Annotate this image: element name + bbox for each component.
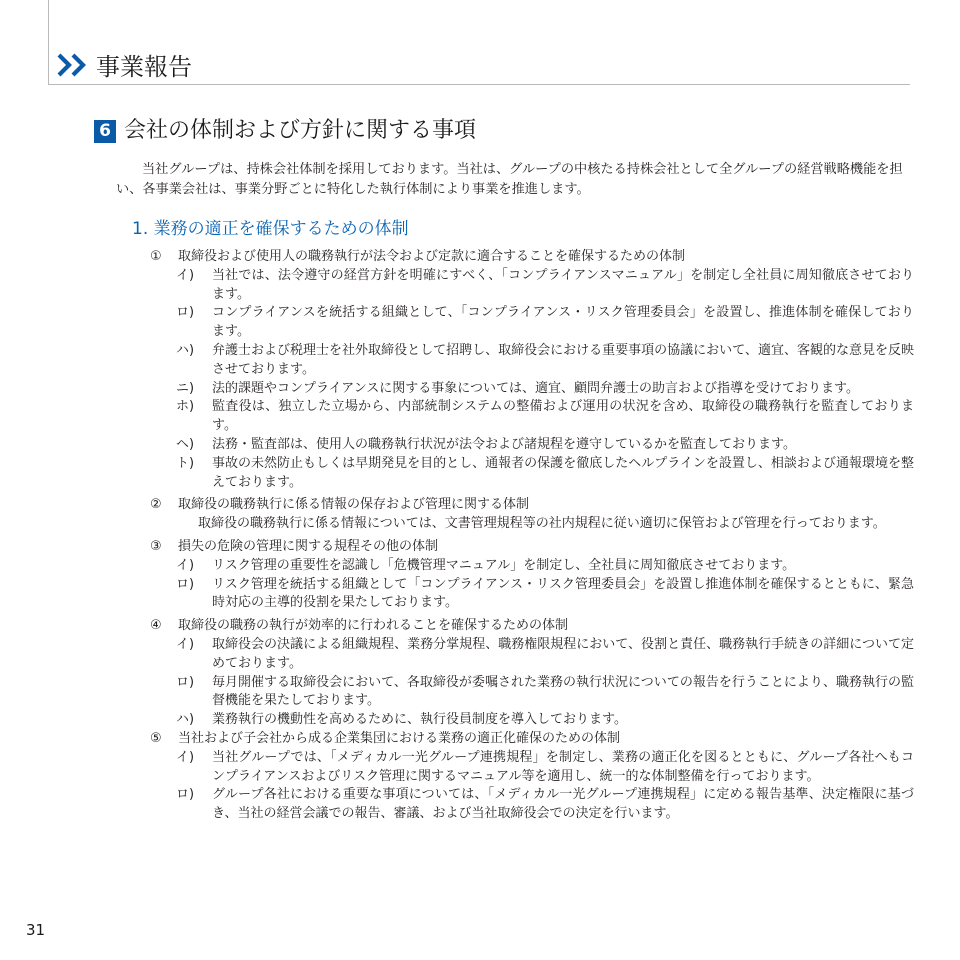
header-vertical-rule (48, 0, 49, 84)
sub-item (150, 436, 914, 455)
sub-item-text: 監査役は、独立した立場から、内部統制システムの整備および運用の状況を含め、取締役の職務執行を監査しております。 (212, 399, 914, 434)
item-body: 取締役の職務執行に係る情報については、文書管理規程等の社内規程に従い適切に保管および管理を行っております。 (198, 516, 886, 532)
header-horizontal-rule (48, 84, 910, 85)
sub-item-mark: イ) (176, 749, 195, 765)
sub-item-mark: ト) (176, 455, 195, 471)
items-list (150, 248, 914, 824)
sub-item-text: リスク管理を統括する組織として「コンプライアンス・リスク管理委員会」を設置し推進体制を確保するとともに、緊急時対応の主導的役割を果たしております。 (212, 576, 914, 611)
sub-item (150, 267, 914, 305)
sub-item (150, 304, 914, 342)
sub-item (150, 557, 914, 576)
sub-item-text: 業務執行の機動性を高めるために、執行役員制度を導入しております。 (212, 712, 627, 728)
sub-item (150, 711, 914, 730)
list-item (150, 617, 914, 636)
sub-item-mark: ハ) (176, 712, 195, 728)
sub-item-text: グループ各社における重要な事項については、「メディカル一光グループ連携規程」に定める報告基準、決定権限に基づき、当社の経営会議での報告、審議、および当社取締役会での決定を行います。 (212, 787, 914, 822)
page-header-title: 事業報告 (96, 53, 192, 81)
page-number: 31 (26, 921, 46, 939)
list-item (150, 538, 914, 557)
item-number: ② (150, 497, 162, 513)
sub-item (150, 576, 914, 614)
sub-item (150, 342, 914, 380)
double-chevron-right-icon (56, 50, 92, 80)
sub-item (150, 398, 914, 436)
sub-item-text: リスク管理の重要性を認識し「危機管理マニュアル」を制定し、全社員に周知徹底させております。 (212, 557, 796, 573)
sub-item-text: 事故の未然防止もしくは早期発見を目的とし、通報者の保護を徹底したヘルプラインを設置し、相談および通報環境を整えております。 (212, 455, 914, 490)
item-title: 取締役の職務執行に係る情報の保存および管理に関する体制 (178, 497, 530, 513)
sub-item-mark: イ) (176, 557, 195, 573)
section-number-badge: 6 (94, 120, 116, 143)
sub-item (150, 786, 914, 824)
sub-item-mark: ハ) (176, 342, 195, 358)
sub-item-text: 法的課題やコンプライアンスに関する事象については、適宜、顧問弁護士の助言および指導を受けております。 (212, 380, 860, 396)
sub-item-mark: ロ) (176, 674, 195, 690)
item-number: ⑤ (150, 730, 162, 746)
sub-item-mark: イ) (176, 267, 195, 283)
sub-item-mark: イ) (176, 636, 195, 652)
list-item (150, 248, 914, 267)
sub-item-text: 取締役会の決議による組織規程、業務分掌規程、職務権限規程において、役割と責任、職務執行手続きの詳細について定めております。 (212, 636, 914, 671)
section-intro: 当社グループは、持株会社体制を採用しております。当社は、グループの中核たる持株会社として全グループの経営戦略機能を担い、各事業会社は、事業分野ごとに特化した執行体制により事業を推進します。 (116, 162, 903, 197)
sub-item-text: コンプライアンスを統括する組織として、「コンプライアンス・リスク管理委員会」を設置し、推進体制を確保しております。 (212, 305, 914, 340)
sub-item-mark: ヘ) (176, 436, 195, 452)
section-heading (94, 116, 476, 146)
sub-item-text: 毎月開催する取締役会において、各取締役が委嘱された業務の執行状況についての報告を行うことにより、職務執行の監督機能を果たしております。 (212, 674, 914, 709)
item-number: ① (150, 249, 162, 264)
section-title: 会社の体制および方針に関する事項 (124, 118, 477, 143)
item-number: ④ (150, 618, 162, 634)
item-title: 当社および子会社から成る企業集団における業務の適正化確保のための体制 (178, 730, 621, 746)
item-title: 取締役および使用人の職務執行が法令および定款に適合することを確保するための体制 (178, 249, 686, 264)
sub-item-text: 当社では、法令遵守の経営方針を明確にすべく、「コンプライアンスマニュアル」を制定し全社員に周知徹底させております。 (212, 267, 914, 302)
sub-item-mark: ロ) (176, 576, 195, 592)
list-item (150, 730, 914, 749)
sub-item-text: 弁護士および税理士を社外取締役として招聘し、取締役会における重要事項の協議において、適宜、客観的な意見を反映させております。 (212, 342, 914, 377)
item-title: 損失の危険の管理に関する規程その他の体制 (178, 538, 439, 554)
sub-item-mark: ニ) (176, 380, 195, 396)
item-title: 取締役の職務の執行が効率的に行われることを確保するための体制 (178, 618, 569, 634)
sub-item-mark: ロ) (176, 305, 195, 321)
subsection-title: 1. 業務の適正を確保するための体制 (132, 219, 409, 239)
sub-item (150, 455, 914, 493)
sub-item (150, 380, 914, 399)
list-item (150, 496, 914, 515)
sub-item (150, 636, 914, 674)
sub-item (150, 674, 914, 712)
sub-item-text: 法務・監査部は、使用人の職務執行状況が法令および諸規程を遵守しているかを監査しております。 (212, 436, 796, 452)
sub-item-text: 当社グループでは、「メディカル一光グループ連携規程」を制定し、業務の適正化を図るとともに、グループ各社へもコンプライアンスおよびリスク管理に関するマニュアル等を適用し、統一的な体制整備を行っております。 (212, 749, 914, 784)
sub-item (150, 749, 914, 787)
sub-item-mark: ホ) (176, 399, 195, 415)
sub-item-mark: ロ) (176, 787, 195, 803)
item-number: ③ (150, 538, 162, 554)
